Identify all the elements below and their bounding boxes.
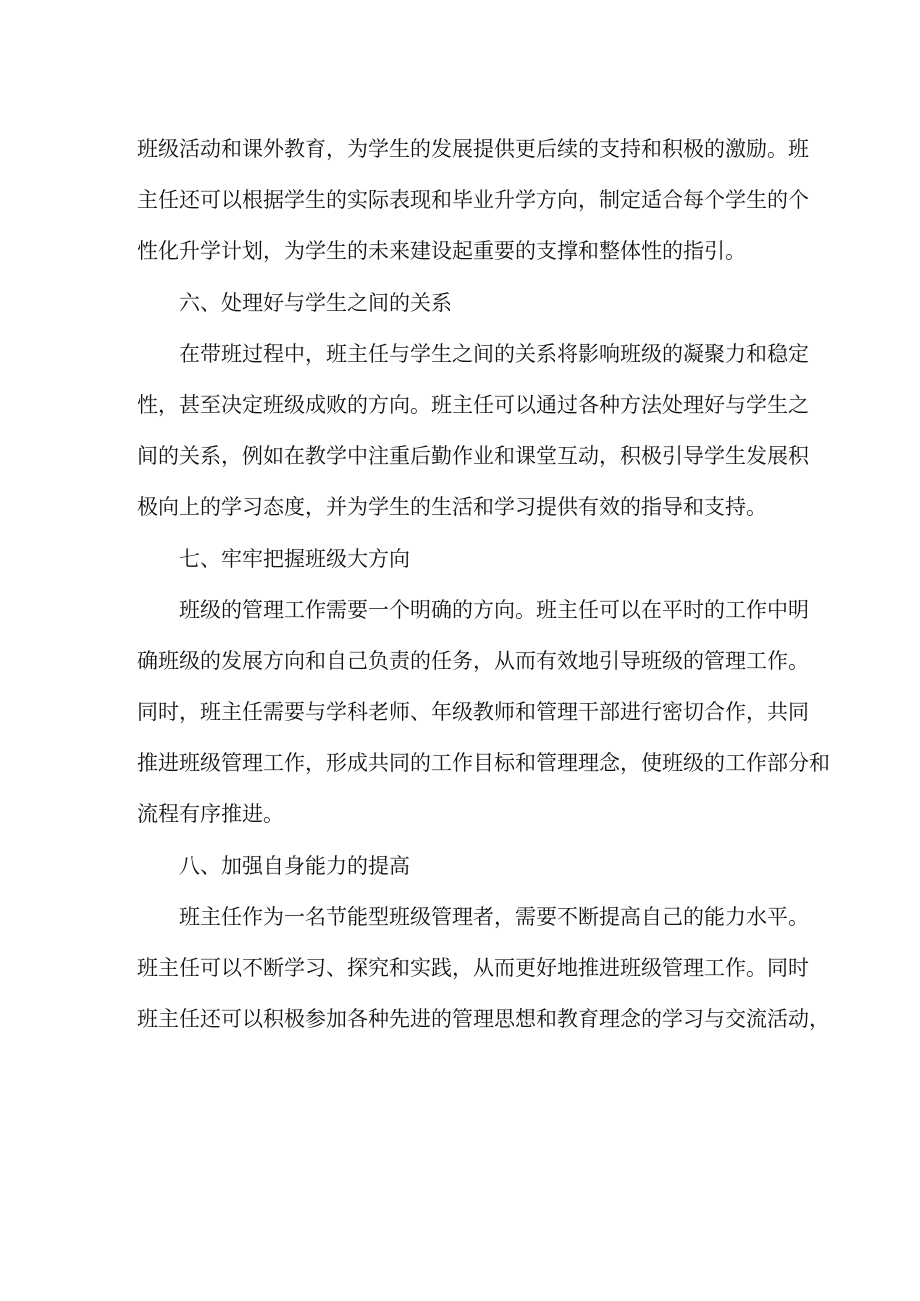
body-line: 确班级的发展方向和自己负责的任务，从而有效地引导班级的管理工作。: [137, 648, 809, 673]
body-line: 同时，班主任需要与学科老师、年级教师和管理干部进行密切合作，共同: [137, 700, 809, 725]
body-line: 推进班级管理工作，形成共同的工作目标和管理理念，使班级的工作部分和: [137, 751, 830, 776]
body-line: 班级活动和课外教育，为学生的发展提供更后续的支持和积极的激励。班: [137, 137, 809, 161]
body-line: 班级的管理工作需要一个明确的方向。班主任可以在平时的工作中明: [179, 597, 809, 622]
body-line: 班主任可以不断学习、探究和实践，从而更好地推进班级管理工作。同时: [137, 956, 809, 980]
body-line: 班主任还可以积极参加各种先进的管理思想和教育理念的学习与交流活动，: [137, 1007, 830, 1032]
section-heading: 七、牢牢把握班级大方向: [179, 546, 410, 571]
body-line: 间的关系，例如在教学中注重后勤作业和课堂互动，积极引导学生发展积: [137, 444, 809, 469]
body-line: 极向上的学习态度，并为学生的生活和学习提供有效的指导和支持。: [137, 495, 767, 520]
section-heading: 八、加强自身能力的提高: [179, 853, 410, 878]
body-line: 流程有序推进。: [137, 802, 284, 827]
section-heading: 六、处理好与学生之间的关系: [179, 290, 452, 315]
body-line: 性化升学计划，为学生的未来建设起重要的支撑和整体性的指引。: [137, 239, 746, 264]
body-line: 主任还可以根据学生的实际表现和毕业升学方向，制定适合每个学生的个: [137, 188, 809, 213]
document-body: [137, 124, 830, 1045]
body-line: 班主任作为一名节能型班级管理者，需要不断提高自己的能力水平。: [179, 904, 809, 929]
body-line: 在带班过程中，班主任与学生之间的关系将影响班级的凝聚力和稳定: [179, 341, 809, 366]
body-line: 性，甚至决定班级成败的方向。班主任可以通过各种方法处理好与学生之: [137, 392, 809, 417]
